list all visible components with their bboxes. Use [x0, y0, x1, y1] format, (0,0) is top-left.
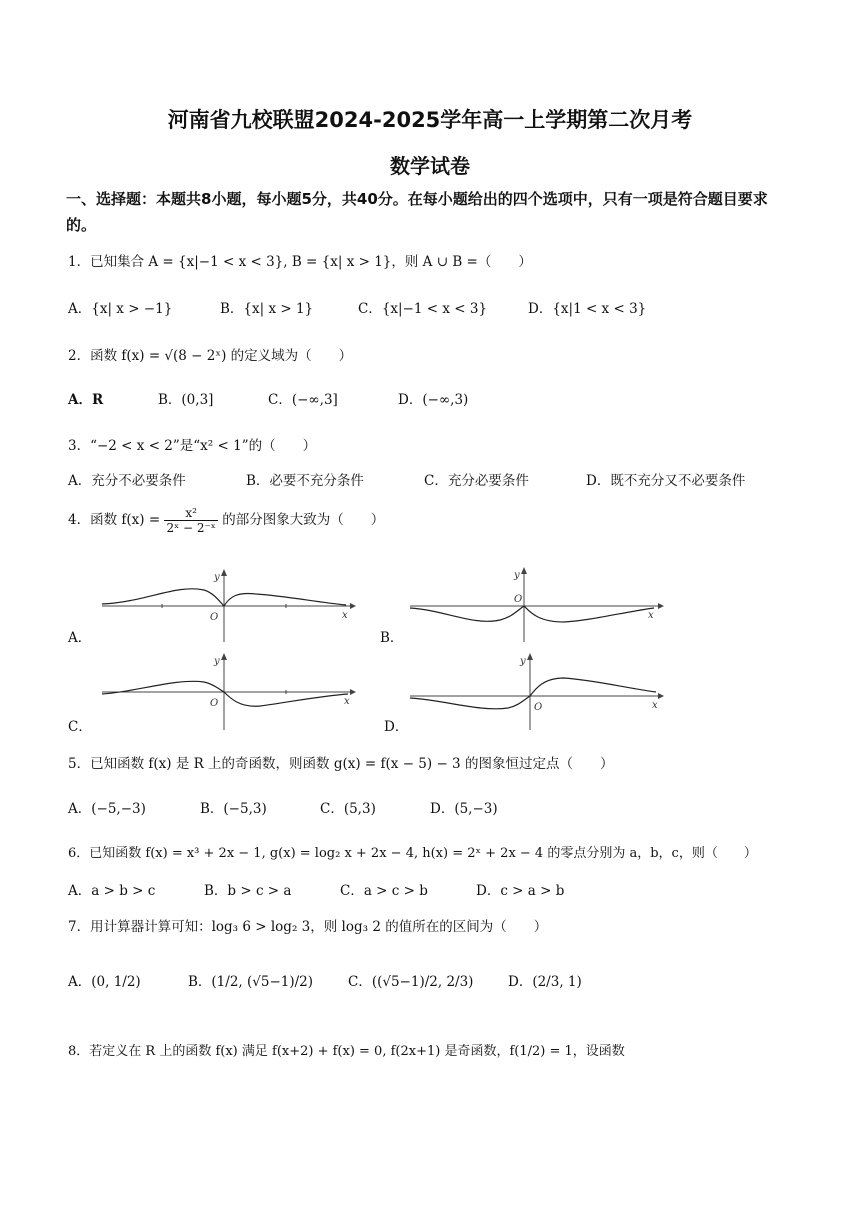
question-2-option-a: A．R — [68, 392, 104, 408]
question-3-option-d: D．既不充分又不必要条件 — [586, 473, 746, 489]
question-4-stem-prefix: 4．函数 f(x) = — [68, 512, 161, 528]
question-5-stem: 5．已知函数 f(x) 是 R 上的奇函数，则函数 g(x) = f(x − 5) − 3 的图象恒过定点（ ） — [68, 756, 614, 772]
graph-b — [404, 566, 666, 646]
question-3-stem: 3．“−2 < x < 2”是“x² < 1”的（ ） — [68, 438, 317, 454]
question-4-option-d: D． — [384, 719, 409, 735]
question-4-option-b: B． — [380, 630, 404, 646]
exam-subtitle: 数学试卷 — [390, 154, 470, 178]
question-6-option-d: D．c > a > b — [476, 883, 565, 899]
graph-d — [404, 652, 666, 734]
question-7-option-d: D．(2/3, 1) — [508, 974, 582, 990]
question-3-option-b: B．必要不充分条件 — [246, 473, 364, 489]
question-4-numerator: x² — [164, 506, 217, 521]
graph-c-y-label: y — [214, 656, 220, 667]
question-5-option-b: B．(−5,3) — [200, 801, 267, 817]
question-4-stem — [68, 506, 384, 535]
question-7-stem: 7．用计算器计算可知：log₃ 6 > log₂ 3，则 log₃ 2 的值所在的区间为（ ） — [68, 919, 548, 935]
question-4-option-c: C． — [68, 719, 92, 735]
question-6-option-a: A．a > b > c — [68, 883, 156, 899]
question-2-option-b: B．(0,3] — [158, 392, 214, 408]
question-7-option-c: C．((√5−1)/2, 2/3) — [348, 974, 474, 990]
question-1-option-d: D．{x|1 < x < 3} — [528, 301, 647, 317]
question-6-option-b: B．b > c > a — [204, 883, 292, 899]
question-4-fraction — [164, 506, 217, 535]
graph-c-x-label: x — [344, 696, 350, 707]
question-2-option-c: C．(−∞,3] — [268, 392, 338, 408]
graph-d-origin-label: O — [534, 702, 543, 713]
graph-a-x-label: x — [342, 610, 348, 621]
graph-d-y-label: y — [520, 656, 526, 667]
question-3-option-c: C．充分必要条件 — [424, 473, 529, 489]
section-heading: 一、选择题：本题共8小题，每小题5分，共40分。在每小题给出的四个选项中，只有一项是符合题目要求的。 — [66, 190, 768, 234]
graph-a — [96, 566, 358, 646]
question-7-option-a: A．(0, 1/2) — [68, 974, 141, 990]
question-1-option-c: C．{x|−1 < x < 3} — [358, 301, 488, 317]
graph-a-y-label: y — [214, 572, 220, 583]
graph-d-x-label: x — [652, 700, 658, 711]
question-2-option-d: D．(−∞,3) — [398, 392, 469, 408]
graph-c — [96, 652, 358, 734]
graph-b-x-label: x — [648, 610, 654, 621]
question-6-stem: 6．已知函数 f(x) = x³ + 2x − 1, g(x) = log₂ x + 2x − 4, h(x) = 2ˣ + 2x − 4 的零点分别为 a，b，c，则（ ） — [68, 846, 757, 861]
graph-a-origin-label: O — [210, 612, 219, 623]
question-7-option-b: B．(1/2, (√5−1)/2) — [188, 974, 314, 990]
question-4-denominator: 2ˣ − 2⁻ˣ — [166, 521, 216, 535]
question-1-stem: 1．已知集合 A = {x|−1 < x < 3}, B = {x| x > 1}，则 A ∪ B =（ ） — [68, 254, 532, 270]
question-5-option-c: C．(5,3) — [320, 801, 376, 817]
exam-title: 河南省九校联盟2024-2025学年高一上学期第二次月考 — [167, 108, 693, 132]
question-6-option-c: C．a > c > b — [340, 883, 428, 899]
graph-c-origin-label: O — [210, 698, 219, 709]
question-5-option-d: D．(5,−3) — [430, 801, 498, 817]
graph-b-origin-label: O — [514, 594, 523, 605]
question-4-option-a: A． — [68, 630, 92, 646]
question-1-option-a: A．{x| x > −1} — [68, 301, 173, 317]
question-2-stem: 2．函数 f(x) = √(8 − 2ˣ) 的定义域为（ ） — [68, 348, 353, 364]
question-4-stem-suffix: 的部分图象大致为（ ） — [222, 512, 385, 528]
question-5-option-a: A．(−5,−3) — [68, 801, 146, 817]
question-1-option-b: B．{x| x > 1} — [220, 301, 314, 317]
graph-b-y-label: y — [514, 570, 520, 581]
question-8-stem: 8．若定义在 R 上的函数 f(x) 满足 f(x+2) + f(x) = 0, f(2x+1) 是奇函数，f(1/2) = 1，设函数 — [68, 1044, 625, 1059]
question-3-option-a: A．充分不必要条件 — [68, 473, 186, 489]
